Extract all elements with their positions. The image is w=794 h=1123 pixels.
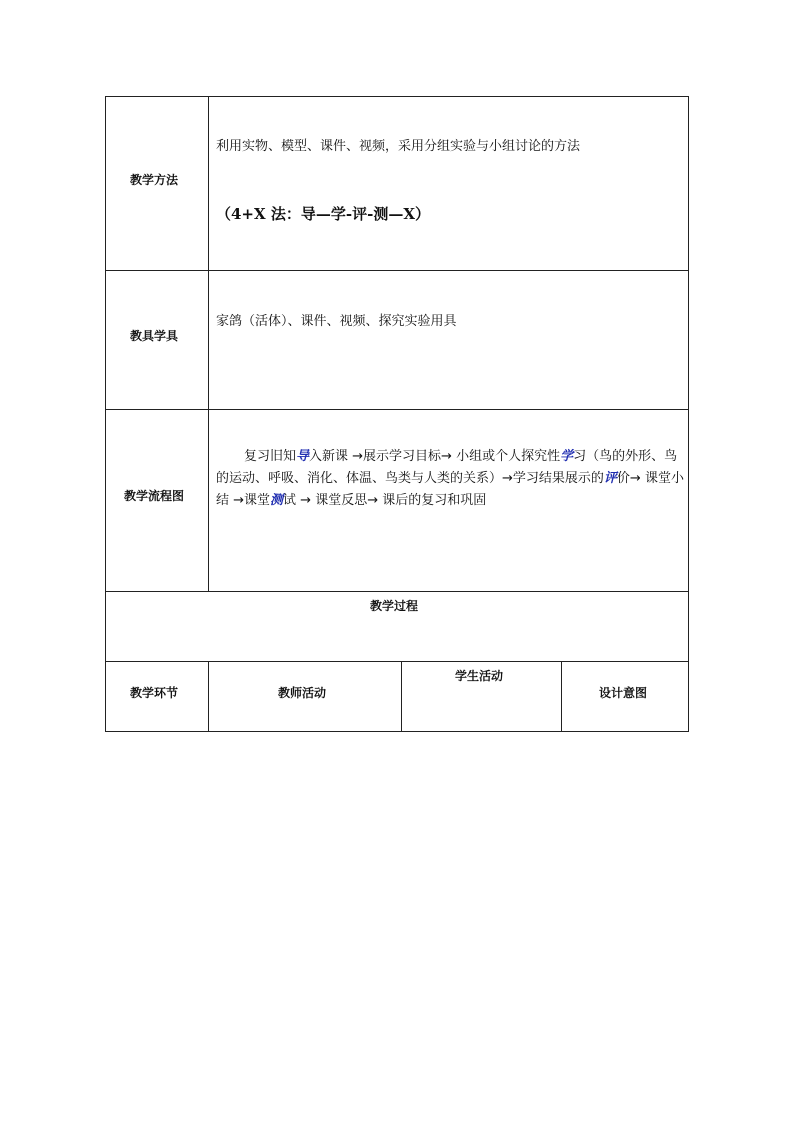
flow-text	[216, 446, 686, 512]
method-text: 利用实物、模型、课件、视频，采用分组实验与小组讨论的方法	[216, 139, 581, 154]
header-student: 学生活动	[455, 669, 504, 683]
header-teacher: 教师活动	[278, 686, 327, 700]
flow-label: 教学流程图	[124, 489, 185, 503]
flow-seg: 入新课 →展示学习目标→ 小组或个人探究性	[309, 449, 561, 464]
flow-mark-learn: 学	[560, 449, 574, 464]
method-label: 教学方法	[130, 173, 179, 187]
tools-label: 教具学具	[130, 329, 179, 343]
flow-seg: 复习旧知	[244, 449, 297, 464]
flow-mark-evaluate: 评	[603, 471, 617, 486]
method-formula: （4+X 法：导—学-评-测—X）	[216, 205, 430, 223]
flow-mark-guide: 导	[296, 449, 310, 464]
tools-text: 家鸽（活体）、课件、视频、探究实验用具	[216, 314, 457, 329]
flow-seg: 试 → 课堂反思→ 课后的复习和巩固	[283, 493, 487, 508]
header-intent: 设计意图	[599, 686, 648, 700]
process-title: 教学过程	[370, 599, 419, 613]
flow-seg: 习（鸟的外形、鸟的运动、呼吸、消化、体温、鸟类与人类的关系）→学习结果展示的	[216, 449, 678, 486]
flow-mark-test: 测	[270, 493, 284, 508]
header-stage: 教学环节	[130, 686, 179, 700]
flow-seg: 价→ 课堂小结 →课堂	[216, 471, 684, 508]
